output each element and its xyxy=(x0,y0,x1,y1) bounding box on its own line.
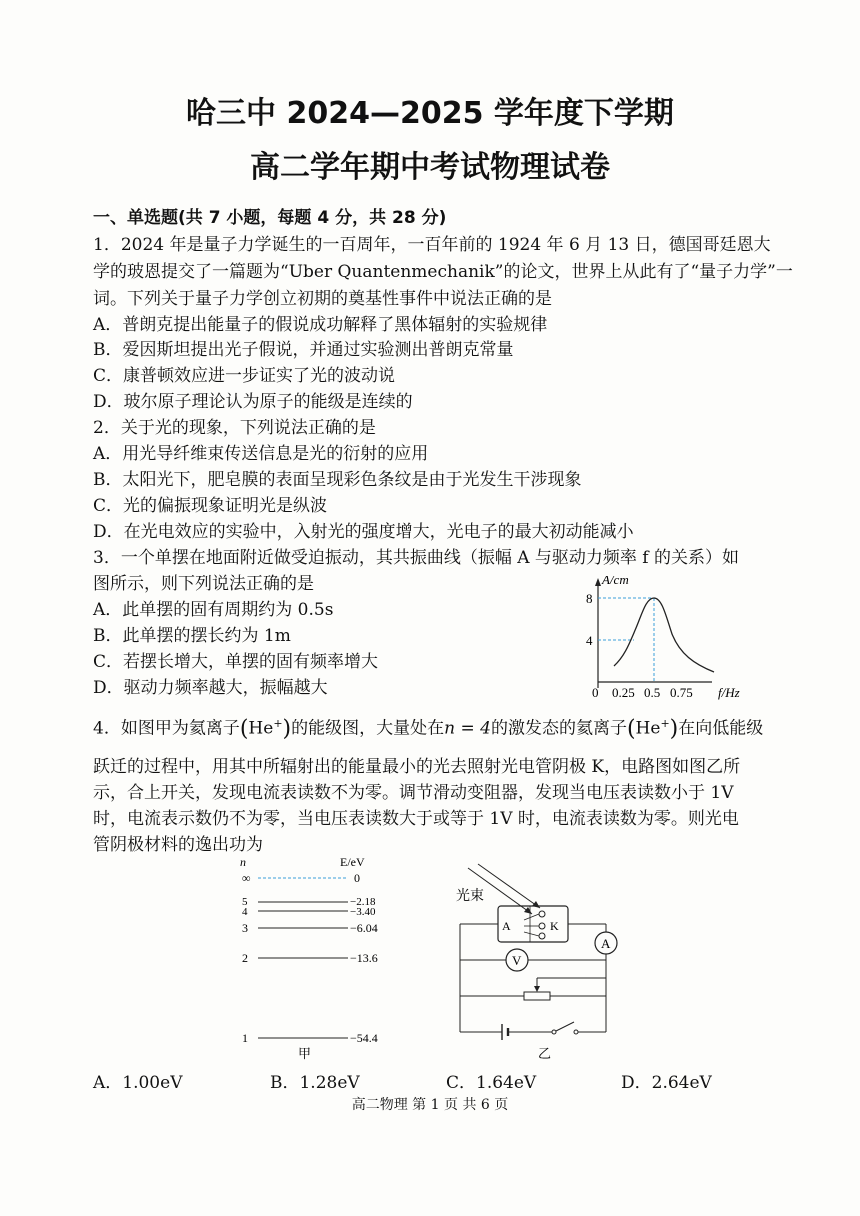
q1-line-3: 词。下列关于量子力学创立初期的奠基性事件中说法正确的是 xyxy=(93,289,552,309)
q1-option-c: C．康普顿效应进一步证实了光的波动说 xyxy=(93,366,396,386)
q3-option-a: A．此单摆的固有周期约为 0.5s xyxy=(93,600,334,620)
energy-e-label: E/eV xyxy=(340,855,365,869)
q3-option-d: D．驱动力频率越大，振幅越大 xyxy=(93,678,328,698)
circuit-caption: 乙 xyxy=(538,1046,552,1061)
graph-y-tick-8: 8 xyxy=(586,591,593,606)
cathode-label: K xyxy=(550,919,559,933)
q3-option-b: B．此单摆的摆长约为 1m xyxy=(93,626,291,646)
resonance-curve-graph xyxy=(580,576,755,704)
q1-line-2: 学的玻恩提交了一篇题为“Uber Quantenmechanik”的论文，世界上从此有了“量子力学”一 xyxy=(93,262,793,282)
q3-line-1: 3．一个单摆在地面附近做受迫振动，其共振曲线（振幅 A 与驱动力频率 f 的关系）如 xyxy=(93,548,739,568)
q4-text-a: 4．如图甲为氦离子 xyxy=(93,718,240,739)
level-e-inf: 0 xyxy=(354,871,360,885)
level-n-5: 5 xyxy=(242,896,248,908)
energy-diagram-caption: 甲 xyxy=(298,1046,312,1061)
q1-option-b: B．爱因斯坦提出光子假说，并通过实验测出普朗克常量 xyxy=(93,340,514,360)
q4-option-a: A．1.00eV xyxy=(93,1073,183,1093)
q3-option-c: C．若摆长增大，单摆的固有频率增大 xyxy=(93,652,379,672)
graph-x-label: f/Hz xyxy=(718,685,740,700)
q2-option-d: D．在光电效应的实验中，入射光的强度增大，光电子的最大初动能减小 xyxy=(93,522,634,542)
photoelectric-circuit-diagram xyxy=(440,862,630,1064)
ammeter-label: A xyxy=(601,936,611,951)
q4-line-3: 示，合上开关，发现电流表读数不为零。调节滑动变阻器，发现当电压表读数小于 1V xyxy=(93,783,734,803)
graph-y-tick-4: 4 xyxy=(586,633,593,648)
level-e-2: −13.6 xyxy=(350,951,378,965)
level-n-2: 2 xyxy=(242,951,248,965)
q4-line-1: 4．如图甲为氦离子(He+)的能级图，大量处在n = 4的激发态的氦离子(He+)在向低能级 xyxy=(93,716,764,742)
page-footer: 高二物理 第 1 页 共 6 页 xyxy=(351,1097,509,1113)
level-n-inf: ∞ xyxy=(242,871,251,885)
energy-n-label: n xyxy=(240,855,246,869)
q4-text-c: 的激发态的氦离子 xyxy=(490,718,627,739)
q4-line-5: 管阴极材料的逸出功为 xyxy=(93,835,263,855)
level-e-4: −3.40 xyxy=(350,906,376,918)
q4-option-b: B．1.28eV xyxy=(270,1073,360,1093)
graph-x-tick-0.5: 0.5 xyxy=(644,685,661,700)
ion-symbol: He xyxy=(248,718,274,739)
q4-text-b: 的能级图，大量处在 xyxy=(291,718,445,739)
graph-x-tick-0: 0 xyxy=(592,685,599,700)
exam-title-line1: 哈三中 2024—2025 学年度下学期 xyxy=(186,96,674,131)
q4-n-equals: n = 4 xyxy=(444,718,491,739)
level-e-3: −6.04 xyxy=(350,921,378,935)
level-n-4: 4 xyxy=(242,906,248,918)
level-e-5: −2.18 xyxy=(350,896,376,908)
graph-x-tick-0.25: 0.25 xyxy=(612,685,635,700)
section-heading: 一、单选题(共 7 小题，每题 4 分，共 28 分) xyxy=(93,208,447,228)
level-n-1: 1 xyxy=(242,1031,248,1045)
voltmeter-label: V xyxy=(512,953,522,968)
q3-line-2: 图所示，则下列说法正确的是 xyxy=(93,574,314,594)
energy-level-diagram xyxy=(230,852,400,1064)
exam-title-line2: 高二学年期中考试物理试卷 xyxy=(250,150,610,185)
anode-label: A xyxy=(502,919,511,933)
q4-line-2: 跃迁的过程中，用其中所辐射出的能量最小的光去照射光电管阴极 K，电路图如图乙所 xyxy=(93,757,741,777)
q4-text-d: 在向低能级 xyxy=(678,718,764,739)
q1-option-d: D．玻尔原子理论认为原子的能级是连续的 xyxy=(93,392,413,412)
graph-y-label: A/cm xyxy=(602,576,629,587)
q4-option-d: D．2.64eV xyxy=(621,1073,712,1093)
q1-line-1: 1．2024 年是量子力学诞生的一百周年，一百年前的 1924 年 6 月 13 日，德国哥廷恩大 xyxy=(93,235,771,255)
level-e-1: −54.4 xyxy=(350,1031,378,1045)
q4-option-c: C．1.64eV xyxy=(446,1073,537,1093)
ion-symbol-2: He xyxy=(635,718,661,739)
beam-label: 光束 xyxy=(456,889,484,904)
q4-line-4: 时，电流表示数仍不为零，当电压表读数大于或等于 1V 时，电流表读数为零。则光电 xyxy=(93,809,739,829)
q2-option-a: A．用光导纤维束传送信息是光的衍射的应用 xyxy=(93,444,429,464)
ion-charge-2: + xyxy=(660,717,670,730)
q2-option-c: C．光的偏振现象证明光是纵波 xyxy=(93,496,328,516)
graph-x-tick-0.75: 0.75 xyxy=(670,685,693,700)
q1-option-a: A．普朗克提出能量子的假说成功解释了黑体辐射的实验规律 xyxy=(93,315,548,335)
level-n-3: 3 xyxy=(242,921,248,935)
ion-charge: + xyxy=(273,717,283,730)
q2-stem: 2．关于光的现象，下列说法正确的是 xyxy=(93,418,376,438)
q2-option-b: B．太阳光下，肥皂膜的表面呈现彩色条纹是由于光发生干涉现象 xyxy=(93,470,582,490)
